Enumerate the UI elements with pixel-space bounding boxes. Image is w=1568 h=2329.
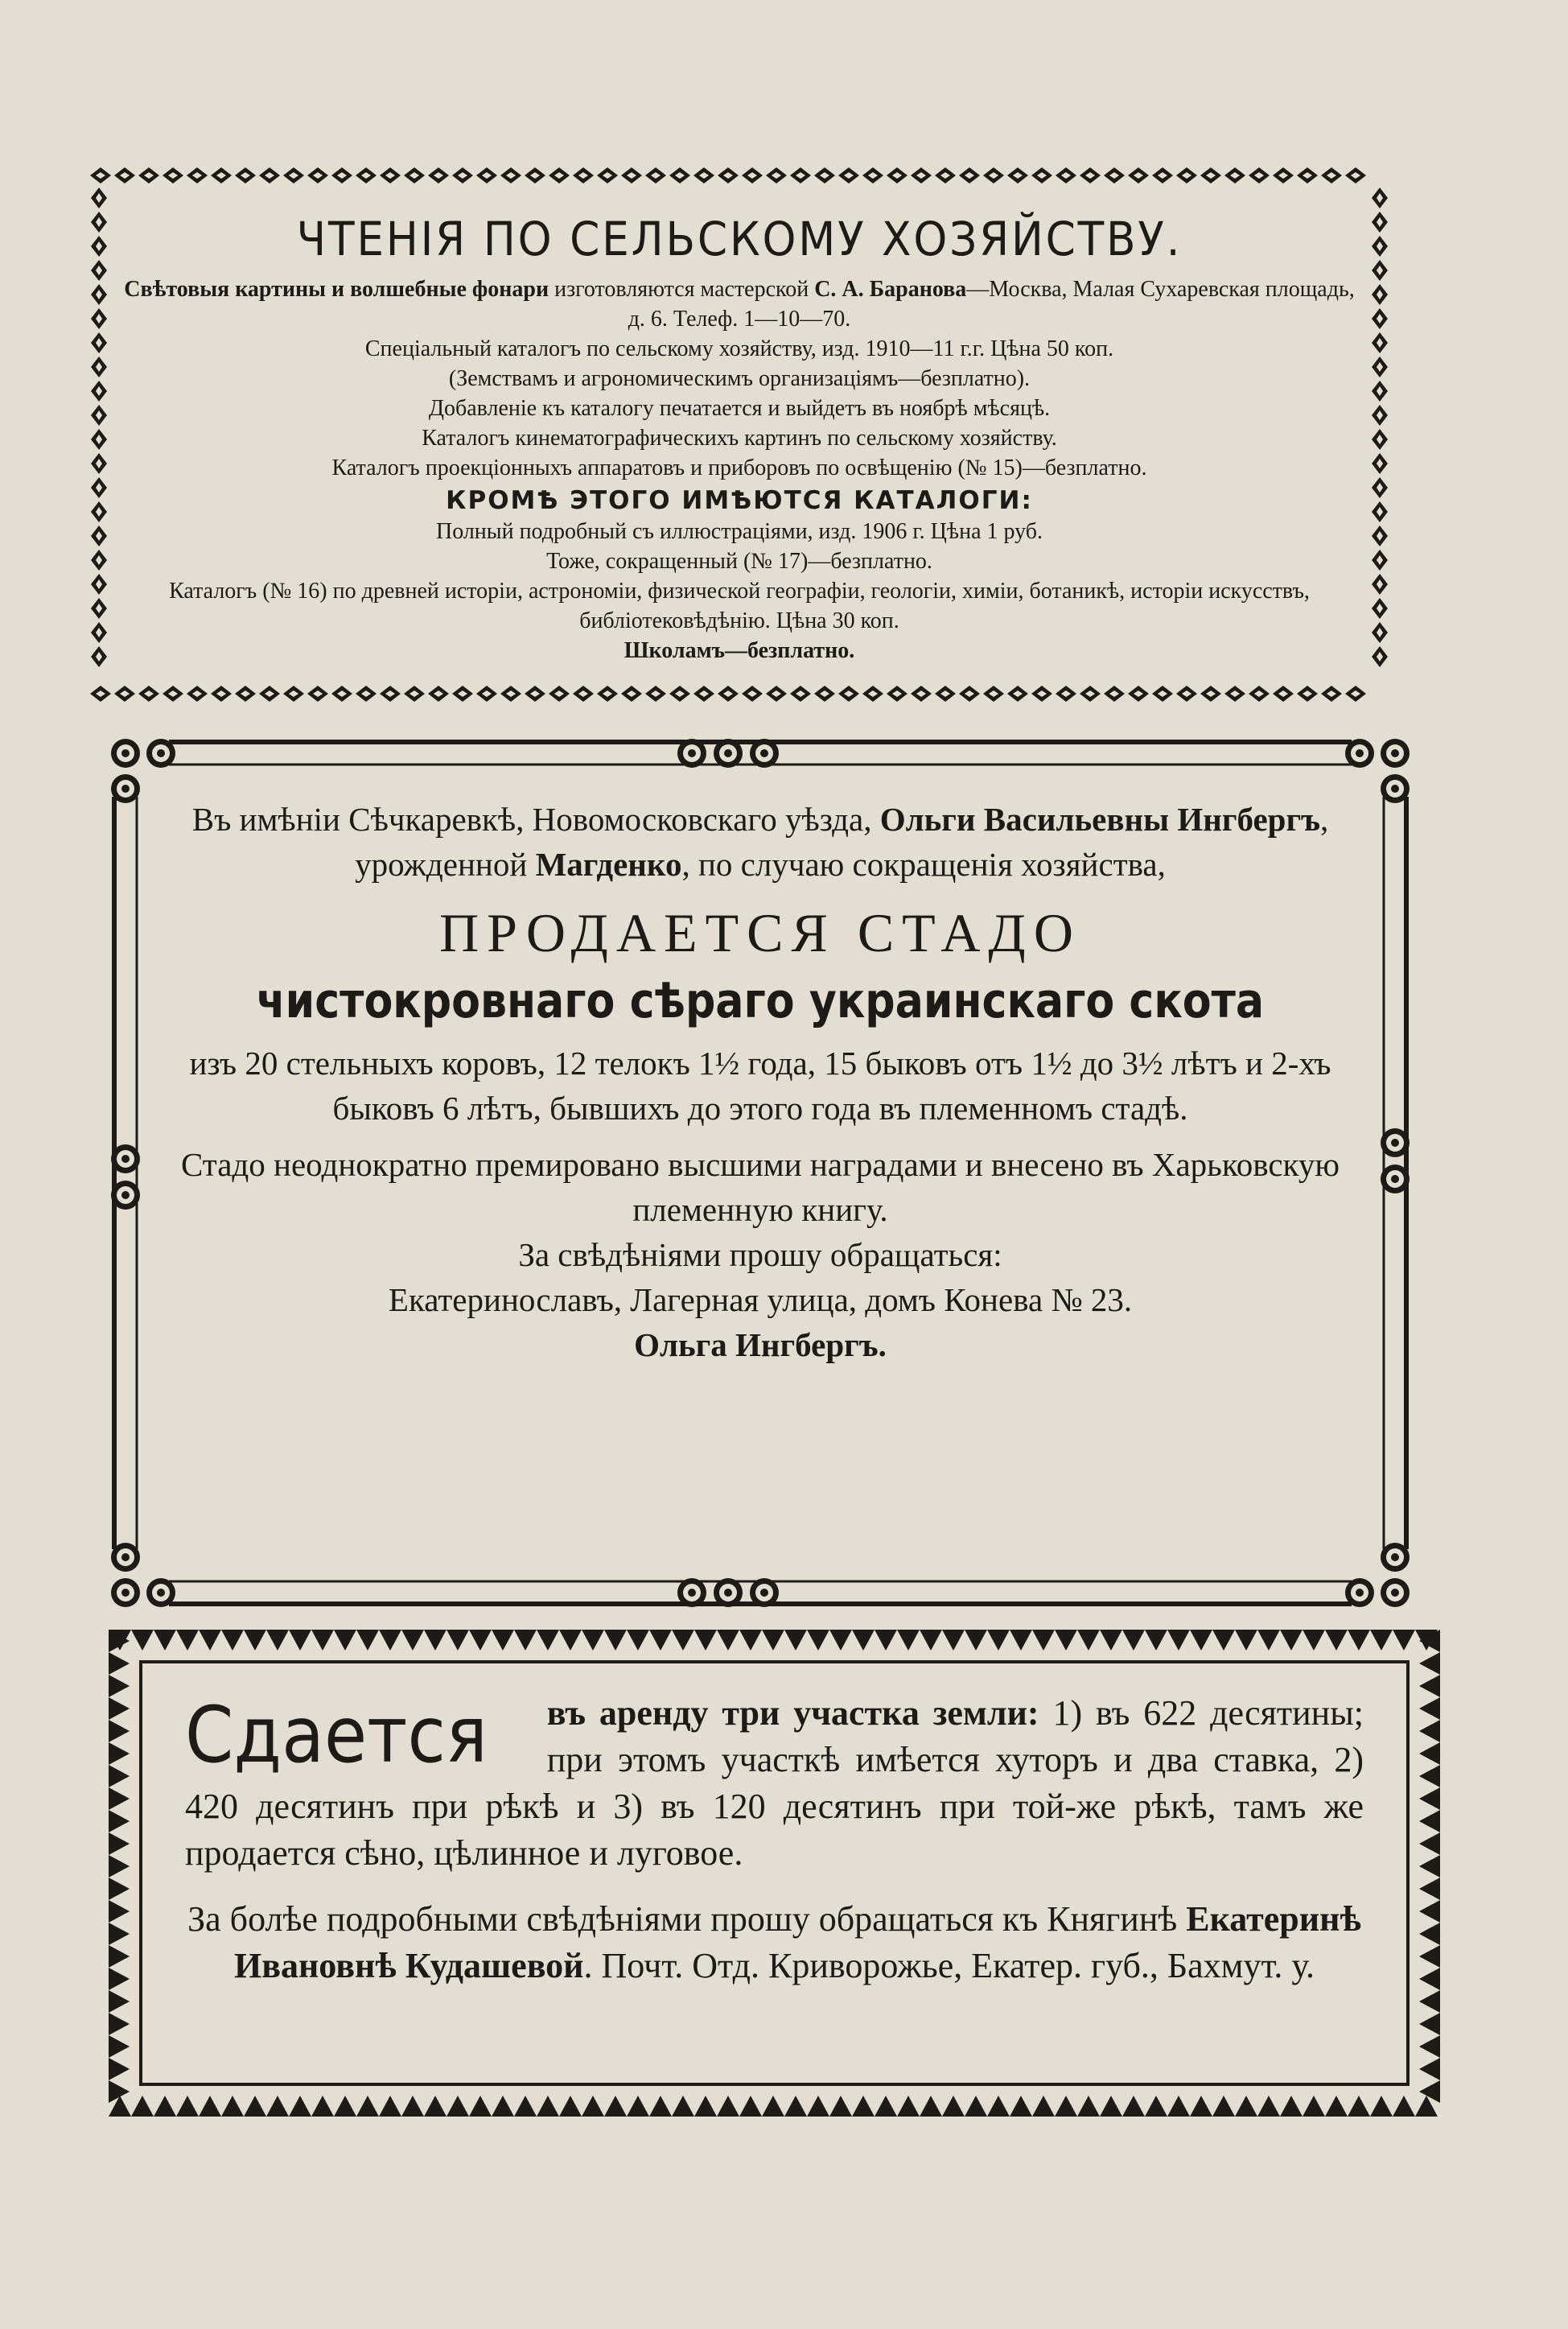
ornament-border-bottom bbox=[88, 683, 1390, 704]
ad1-line: (Земствамъ и агрономическимъ организаціямъ—безплатно). bbox=[448, 366, 1031, 391]
ad1-line: Каталогъ проекціонныхъ аппаратовъ и приборовъ по освѣщенію (№ 15)—безплатно. bbox=[331, 455, 1147, 480]
ad1-line: Добавленіе къ каталогу печатается и выйдетъ въ ноябрѣ мѣсяцѣ. bbox=[428, 396, 1051, 421]
ad3-big-word: Сдается bbox=[185, 1690, 488, 1780]
ad2-content bbox=[161, 797, 1360, 1557]
ad1-maker: С. А. Баранова bbox=[814, 277, 967, 302]
ad1-catalog-line: Тоже, сокращенный (№ 17)—безплатно. bbox=[546, 549, 932, 574]
ornament-border-right bbox=[1369, 186, 1390, 683]
ad1-address: —Москва, Малая Сухаревская площадь, д. 6. Телеф. 1—10—70. bbox=[628, 277, 1355, 332]
ad1-catalog-line: Каталогъ (№ 16) по древней исторіи, астрономіи, физической географіи, геологіи, химіи, ботаникѣ, исторіи искусствъ, библіотековѣдѣнію. Цѣна 30 коп. bbox=[169, 579, 1310, 633]
ad1-line: Каталогъ кинематографическихъ картинъ по сельскому хозяйству. bbox=[422, 426, 1057, 451]
ad2-intro-text: , по случаю сокращенія хозяйства, bbox=[681, 846, 1166, 883]
ad3-contact bbox=[185, 1896, 1364, 1989]
ad-herd-sale bbox=[97, 724, 1424, 1622]
ad2-signature: Ольга Ингбергъ. bbox=[634, 1326, 887, 1363]
ad1-content bbox=[121, 197, 1358, 672]
ad1-title: ЧТЕНІЯ ПО СЕЛЬСКОМУ ХОЗЯЙСТВУ. bbox=[296, 212, 1183, 266]
ad3-contact-name: Екатеринѣ Ивановнѣ Кудашевой bbox=[233, 1899, 1361, 1985]
ad1-schools: Школамъ—безплатно. bbox=[623, 638, 855, 663]
ad2-herd: изъ 20 стельныхъ коровъ, 12 телокъ 1½ года, 15 быковъ отъ 1½ до 3½ лѣтъ и 2-хъ быковъ 6 лѣтъ, бывшихъ до этого года въ племенномъ стадѣ. bbox=[189, 1045, 1331, 1127]
ad2-breed: чистокровнаго сѣраго украинскаго скота bbox=[256, 973, 1265, 1029]
ornament-border-top bbox=[88, 165, 1390, 186]
ad-land-lease bbox=[109, 1630, 1440, 2117]
ornament-border-left bbox=[88, 186, 109, 683]
ad2-intro-text: , урожденной bbox=[355, 801, 1329, 883]
maiden-name: Магденко bbox=[535, 846, 682, 883]
ad1-line bbox=[121, 274, 1358, 334]
ad2-address: Екатеринославъ, Лагерная улица, домъ Конева № 23. bbox=[388, 1281, 1133, 1318]
ad2-headline: ПРОДАЕТСЯ СТАДО bbox=[439, 902, 1081, 963]
ad3-content bbox=[185, 1690, 1364, 2068]
ad1-subheading: КРОМѢ ЭТОГО ИМѢЮТСЯ КАТАЛОГИ: bbox=[446, 486, 1033, 515]
ad-reading-agriculture bbox=[88, 165, 1390, 704]
ad3-contact-text: За болѣе подробными свѣдѣніями прошу обращаться къ Княгинѣ bbox=[187, 1899, 1187, 1939]
ad1-bold: Свѣтовыя картины и волшебные фонари bbox=[124, 277, 549, 302]
ad2-contact: За свѣдѣніями прошу обращаться: bbox=[518, 1236, 1002, 1273]
ad2-awards: Стадо неоднократно премировано высшими наградами и внесено въ Харьковскую племенную книгу. bbox=[180, 1146, 1340, 1228]
ad1-catalog-line: Полный подробный съ иллюстраціями, изд. 1906 г. Цѣна 1 руб. bbox=[435, 519, 1043, 544]
ad3-contact-text: . Почт. Отд. Криворожье, Екатер. губ., Бахмут. у. bbox=[583, 1946, 1315, 1985]
ad1-line: Спеціальный каталогъ по сельскому хозяйству, изд. 1910—11 г.г. Цѣна 50 коп. bbox=[364, 336, 1114, 361]
ad3-lead-text: 1) въ 622 десятины; при этомъ участкѣ имѣется хуторъ и два ставка, 2) 420 десятинъ при рѣкѣ и 3) въ 120 десятинъ при той-же рѣкѣ, тамъ же продается сѣно, цѣлинное и луговое. bbox=[185, 1693, 1364, 1873]
ad2-intro bbox=[161, 797, 1360, 887]
ad3-lead-bold: въ аренду три участка земли: bbox=[546, 1693, 1039, 1733]
ad1-text: изготовляются мастерской bbox=[549, 277, 815, 302]
ad2-intro-text: Въ имѣніи Сѣчкаревкѣ, Новомосковскаго уѣзда, bbox=[191, 801, 880, 838]
owner-name: Ольги Васильевны Ингбергъ bbox=[879, 801, 1320, 838]
